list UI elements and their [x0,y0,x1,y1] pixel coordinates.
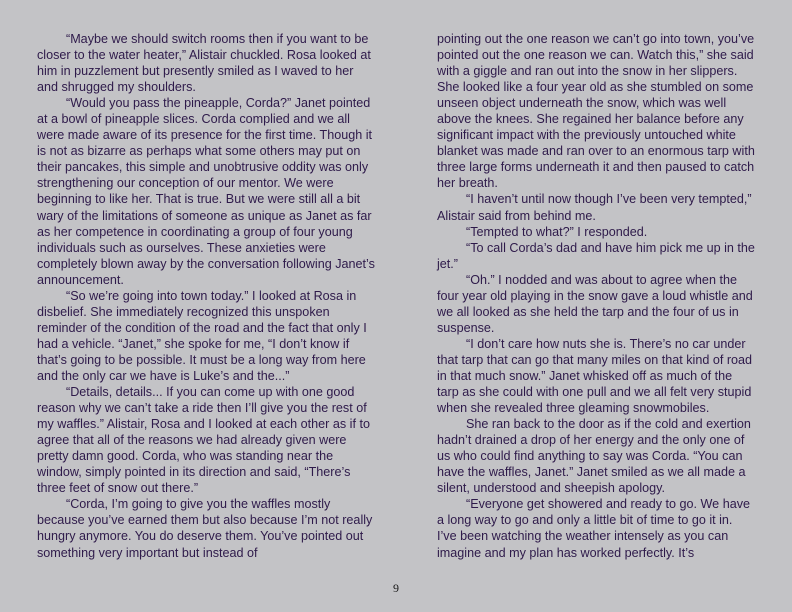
paragraph: “Tempted to what?” I responded. [466,224,648,239]
right-text-column [437,31,755,561]
paragraph: “Details, details... If you can come up with one good reason why we can’t take a ride then I’ll give you the rest of my waffles.” Alistair, Rosa and I looked at each other as if to agree that all of the reasons we had already given were pretty damn good. Corda, who was standing near the window, simply pointed in its direction and said, “There’s three feet of snow out there.” [37,385,370,496]
continued-paragraph: pointing out the one reason we can’t go into town, you’ve pointed out the one reason we can. Watch this,” she said with a giggle and ran out into the snow in her slippers. She looked like a four year old as she stumbled on some unseen object underneath the snow, which was well above the knees. She regained her balance before any significant impact with the previously untouched white blanket was made and ran over to an enormous tarp with three large forms underneath it and then paused to catch her breath. [437,32,755,191]
paragraph: She ran back to the door as if the cold and exertion hadn’t drained a drop of her energy and the only one of us who could find anything to say was Corda. “You can have the waffles, Janet.” Janet smiled as we all made a silent, understood and sheepish apology. [437,417,751,496]
page-number: 9 [393,581,399,595]
paragraph: “So we’re going into town today.” I looked at Rosa in disbelief. She immediately recognized this unspoken reminder of the condition of the road and the fact that only I had a vehicle. “Janet,” she spoke for me, “I don’t know if that’s going to be possible. It must be a long way from here and the only car we have is Luke’s and the...” [37,288,367,383]
paragraph: “Would you pass the pineapple, Corda?” Janet pointed at a bowl of pineapple slices. Corda complied and we all were made aware of its presence for the first time. Though it is not as bizarre as perhaps what some others may put on their pancakes, this simple and unobtrusive oddity was only strengthening our conception of our mentor. We were beginning to like her. That is true. But we were still all a bit wary of the limitations of someone as unique as Janet as far as her competence in coordinating a group of four young individuals such as ourselves. These anxieties were completely blown away by the conversation following Janet’s announcement. [37,96,375,287]
paragraph: “Corda, I’m going to give you the waffles mostly because you’ve earned them but also because I’m not really hungry anymore. You do deserve them. You’ve pointed out something very important but instead of [37,497,373,560]
paragraph: “Everyone get showered and ready to go. We have a long way to go and only a little bit of time to go it in. I’ve been watching the weather intensely as you can imagine and my plan has worked perfectly. It’s [437,497,750,560]
left-text-column [37,31,377,561]
paragraph: “To call Corda’s dad and have him pick me up in the jet.” [437,240,755,271]
paragraph: “I don’t care how nuts she is. There’s no car under that tarp that can go that many miles on that kind of road in that much snow.” Janet whisked off as much of the tarp as she could with one pull and we all felt very stupid when she revealed three gleaming snowmobiles. [437,336,753,416]
paragraph: “Maybe we should switch rooms then if you want to be closer to the water heater,” Alistair chuckled. Rosa looked at him in puzzlement but presently smiled as I waved to her and shrugged my shoulders. [37,32,371,95]
paragraph: “Oh.” I nodded and was about to agree when the four year old playing in the snow gave a loud whistle and we all looked as she held the tarp and the four of us in suspense. [437,272,753,335]
paragraph: “I haven’t until now though I’ve been very tempted,” Alistair said from behind me. [437,192,752,223]
